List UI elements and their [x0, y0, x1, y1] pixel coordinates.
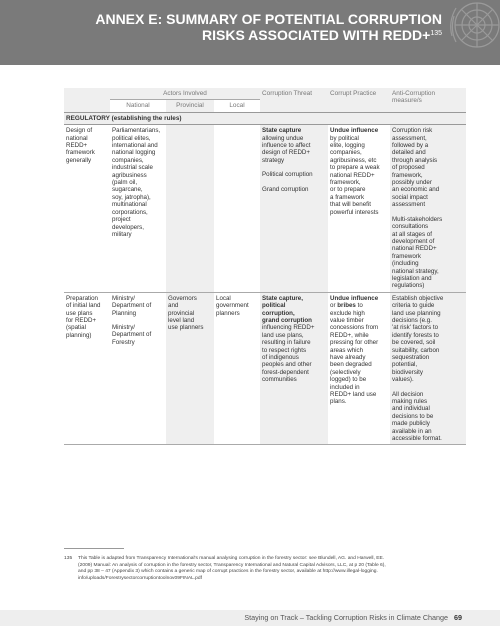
row2-practice-bold: Undue influence [330, 294, 379, 302]
row2-anti-line: Establish objective [392, 294, 444, 302]
row1-anti-line: (including [392, 260, 419, 268]
row1-provincial [166, 125, 214, 293]
row2-practice-line: value timber [330, 316, 364, 324]
row1-anti-line: Multi-stakeholders [392, 215, 443, 223]
footer-running-title [244, 613, 462, 622]
footnote-number: 135 [64, 556, 73, 561]
row2-practice-bribes-line [330, 302, 388, 309]
footnote-rule [64, 548, 124, 549]
table-header-activity [64, 88, 110, 100]
row2-anti-line: land use planning [392, 309, 441, 317]
row2-activity-line: planning) [66, 331, 92, 339]
row1-threat-bold: State capture [262, 127, 302, 135]
row2-provincial-line: provincial [168, 309, 195, 317]
row1-anti-line: consultations [392, 223, 429, 231]
row1-national-line: project [112, 216, 131, 224]
table-header-corrupt-practice: Corrupt Practice [328, 88, 390, 112]
section-row-regulatory [64, 112, 466, 124]
row2-local-line: Local [216, 294, 231, 302]
row2-threat [260, 292, 328, 445]
row2-practice-line: REDD+ land use [330, 391, 377, 399]
row1-national-line: industrial scale [112, 164, 153, 172]
row1-activity-line: REDD+ [66, 142, 88, 150]
row1-practice-line: national REDD+ [330, 171, 375, 179]
table-row [64, 292, 466, 445]
table-row [64, 125, 466, 293]
section-label-regulatory: REGULATORY (establishing the rules) [64, 112, 466, 124]
row2-anti-line: accessible format. [392, 435, 442, 443]
row2-practice-line: REDD+, while [330, 331, 369, 339]
row2-threat-line: communities [262, 376, 297, 384]
row2-activity-line: (spatial [66, 324, 86, 332]
row1-threat-line: strategy [262, 156, 285, 164]
row2-threat-line: to respect rights [262, 346, 307, 354]
row1-anti-line: at all stages of [392, 230, 432, 238]
row1-anti-line: an economic and [392, 186, 440, 194]
row1-threat-line: influence to affect [262, 142, 311, 150]
row1-threat-line: allowing undue [262, 134, 304, 142]
row2-practice-or: or [330, 302, 336, 310]
row1-threat-line: design of REDD+ [262, 149, 311, 157]
row2-local [214, 292, 260, 445]
table-header-anti-corruption [390, 88, 466, 112]
row1-national [110, 125, 166, 293]
row2-anti-line: potential, [392, 361, 418, 369]
row1-national-line: political elites, [112, 134, 151, 142]
row2-threat-line: influencing REDD+ [262, 324, 315, 332]
row1-anti-line: assessment [392, 201, 426, 209]
row1-practice-bold: Undue influence [330, 127, 379, 135]
row2-national-line: Department of [112, 302, 152, 310]
row1-practice-line: to prepare a weak [330, 164, 380, 172]
row1-anti-line: Corruption risk [392, 127, 433, 135]
row1-national-line: corporations, [112, 208, 148, 216]
row1-anti-line: social impact [392, 193, 428, 201]
row2-anti-line: All decision [392, 390, 424, 398]
table-header-row-1 [64, 88, 466, 100]
row2-anti-line: be covered, soil [392, 339, 436, 347]
row2-national [110, 292, 166, 445]
row2-anti-line: 'at risk' factors to [392, 324, 439, 332]
row1-activity-line: Design of [66, 127, 93, 135]
table-header-provincial: Provincial [166, 100, 214, 112]
row2-anti-line: and individual [392, 405, 430, 413]
row1-national-line: soy, jatropha), [112, 193, 151, 201]
footnote-line: and pp 38 – 47 (Appendix 3) which contains a generic map of corrupt practices in the forestry sector, available at http://www.illegal-logging. [78, 569, 378, 575]
row2-threat-bold: grand corruption [262, 316, 312, 324]
row1-activity [64, 125, 110, 293]
row2-national-line: Ministry/ [112, 294, 136, 302]
row1-practice [328, 125, 390, 293]
row1-national-line: (palm oil, [112, 179, 138, 187]
annex-title-line-2-text: RISKS ASSOCIATED WITH REDD+ [202, 27, 431, 43]
row2-threat-line: peoples and other [262, 361, 312, 369]
row1-local [214, 125, 260, 293]
row1-anti-line: framework, [392, 171, 423, 179]
row2-provincial-line: Governors [168, 294, 197, 302]
row2-threat-line: resulting in failure [262, 339, 311, 347]
row1-anti-line: assessment, [392, 134, 427, 142]
row2-practice-to: to [357, 302, 363, 310]
row2-practice-line: been degraded [330, 361, 372, 369]
row2-anti-corruption [390, 292, 466, 445]
annex-title-line-2 [95, 27, 442, 43]
annex-title-line-1: ANNEX E: SUMMARY OF POTENTIAL CORRUPTION [95, 11, 442, 27]
row1-practice-line: that will benefit [330, 201, 371, 209]
row1-activity-line: framework [66, 149, 95, 157]
row2-anti-line: decisions (e.g. [392, 316, 432, 324]
row1-practice-line: or to prepare [330, 186, 366, 194]
row2-provincial-line: level land [168, 316, 195, 324]
row1-practice-line: elite, logging [330, 142, 365, 150]
row1-national-line: sugarcane, [112, 186, 143, 194]
row2-anti-line: biodiversity [392, 368, 423, 376]
row2-practice-line: have already [330, 354, 366, 361]
row1-anti-line: framework [392, 252, 421, 260]
footnote-line: info/uploads/Forestrysectorcorruptiontoolnov09FINAL.pdf [78, 575, 202, 581]
row2-practice-bribes: bribes [337, 302, 356, 310]
row1-national-line: national logging [112, 149, 156, 157]
row1-anti-corruption [390, 125, 466, 293]
row2-local-line: planners [216, 309, 240, 317]
row1-threat [260, 125, 328, 293]
row2-anti-line: decisions to be [392, 412, 434, 420]
row2-local-line: government [216, 302, 249, 310]
row2-provincial-line: and [168, 302, 179, 310]
row2-anti-line: identify forests to [392, 331, 439, 339]
row1-national-line: military [112, 230, 132, 238]
row1-anti-line: followed by a [392, 142, 429, 150]
row2-practice-line: exclude high [330, 309, 365, 317]
row2-practice-line: (selectively [330, 368, 361, 376]
row1-practice-line: framework, [330, 179, 361, 187]
row1-national-line: multinational [112, 201, 147, 209]
row2-anti-line: available in an [392, 427, 432, 435]
row2-anti-line: sequestration [392, 354, 430, 361]
annex-banner [0, 0, 500, 65]
row2-activity-line: for REDD+ [66, 316, 97, 324]
un-emblem-icon [446, 0, 500, 56]
table-header-national: National [126, 102, 150, 110]
row1-practice-line: agribusiness, etc [330, 156, 377, 164]
row2-practice-line: pressing for other [330, 339, 379, 347]
row1-threat-political: Political corruption [262, 171, 313, 179]
row1-anti-line: national strategy, [392, 267, 439, 275]
annex-title-footnote-ref: 135 [430, 30, 442, 37]
row2-provincial-line: use planners [168, 324, 204, 332]
row2-practice [328, 292, 390, 445]
row1-national-line: developers, [112, 223, 144, 231]
row2-anti-line: values). [392, 376, 414, 384]
row1-anti-line: possibly under [392, 179, 432, 187]
row1-anti-line: legislation and [392, 274, 432, 282]
row2-anti-line: criteria to guide [392, 302, 435, 310]
footer-title: Staying on Track – Tackling Corruption Risks in Climate Change [244, 613, 448, 622]
row2-threat-line: forest-dependent [262, 368, 309, 376]
row2-threat-bold: State capture, [262, 294, 303, 302]
table-header-activity-sub [64, 100, 110, 112]
footnote-text [78, 556, 386, 582]
table-header-actors-involved: Actors Involved [110, 88, 260, 100]
header-anti-line-1: Anti-Corruption [392, 90, 436, 97]
row1-activity-line: national [66, 134, 88, 142]
row2-anti-line: suitability, carbon [392, 346, 440, 354]
row1-practice-line: a framework [330, 193, 365, 201]
row2-practice-line: areas which [330, 346, 364, 354]
row1-anti-line: through analysis [392, 156, 438, 164]
row2-activity-line: of initial land [66, 302, 101, 310]
row1-practice-line: companies, [330, 149, 362, 157]
row2-national-line: Planning [112, 309, 137, 317]
page-number: 69 [454, 613, 462, 622]
row2-threat-line: of indigenous [262, 354, 299, 361]
row2-provincial [166, 292, 214, 445]
row1-national-line: companies, [112, 156, 144, 164]
row1-anti-line: national REDD+ [392, 245, 437, 253]
row2-practice-line: concessions from [330, 324, 379, 332]
row2-threat-bold: corruption, [262, 309, 295, 317]
row1-practice-line: by political [330, 134, 359, 142]
row1-anti-line: detailed and [392, 149, 426, 157]
row2-practice-line: included in [330, 383, 360, 391]
page-footer [0, 596, 500, 643]
row1-anti-line: of proposed [392, 164, 425, 172]
table-header-corruption-threat: Corruption Threat [260, 88, 328, 112]
row1-threat-grand: Grand corruption [262, 185, 309, 193]
row2-threat-line: land use plans, [262, 331, 304, 339]
row2-practice-line: logged) to be [330, 376, 367, 384]
row2-anti-line: making rules [392, 398, 428, 406]
row1-activity-line: generally [66, 156, 92, 164]
row1-national-line: Parliamentarians, [112, 127, 161, 135]
footnote-line: (2009) Manual: An analysis of corruption in the forestry sector, Transparency International and Natural Capital Advisors, LLC, at p 20 (Table 6), [78, 562, 386, 568]
footnote-line: This Table is adapted from Transparency International's manual analysing corruption in the forestry sector: see Blundell, AG. and Harwell, EE. [78, 556, 385, 561]
row2-national-line: Ministry/ [112, 323, 136, 331]
row2-threat-bold: political [262, 302, 286, 310]
row2-activity-line: Preparation [66, 294, 98, 302]
header-anti-line-2: measure/s [392, 97, 422, 105]
corruption-risk-table [64, 88, 466, 445]
row1-national-line: international and [112, 142, 158, 150]
row2-activity [64, 292, 110, 445]
row1-practice-line: powerful interests [330, 208, 379, 216]
row2-activity-line: use plans [66, 309, 93, 317]
row1-national-line: agribusiness [112, 171, 147, 179]
table-header-local: Local [229, 102, 245, 110]
annex-title [95, 11, 442, 43]
row2-anti-line: made publicly [392, 420, 430, 428]
row2-national-line: Department of [112, 331, 152, 339]
row1-anti-line: development of [392, 237, 435, 245]
row1-anti-line: regulations) [392, 282, 425, 290]
row2-practice-line: plans. [330, 398, 347, 406]
row2-national-line: Forestry [112, 338, 135, 346]
